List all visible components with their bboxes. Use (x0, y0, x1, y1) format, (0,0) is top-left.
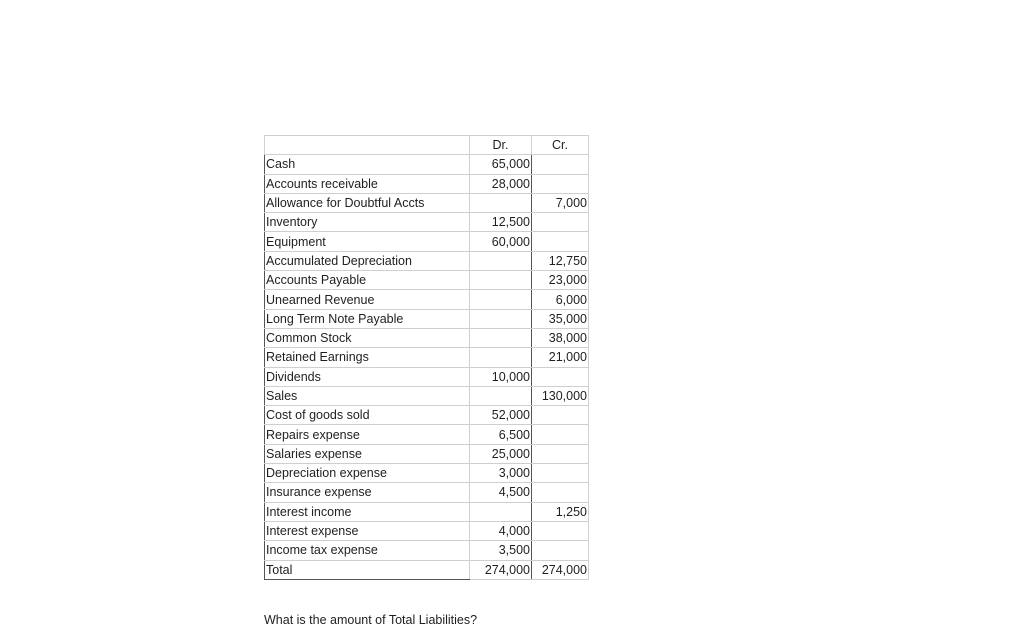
debit-cell (470, 328, 532, 347)
table-row (265, 290, 589, 309)
debit-cell: 65,000 (470, 155, 532, 174)
credit-cell: 274,000 (532, 560, 589, 579)
debit-cell (470, 309, 532, 328)
debit-cell (470, 251, 532, 270)
table-row (265, 386, 589, 405)
account-cell: Depreciation expense (265, 464, 470, 483)
debit-cell (470, 502, 532, 521)
total-row (265, 560, 589, 579)
credit-cell (532, 213, 589, 232)
account-cell: Accumulated Depreciation (265, 251, 470, 270)
credit-cell (532, 232, 589, 251)
debit-cell: 28,000 (470, 174, 532, 193)
credit-cell: 23,000 (532, 271, 589, 290)
account-cell: Repairs expense (265, 425, 470, 444)
table-row (265, 406, 589, 425)
table-row (265, 541, 589, 560)
account-cell: Sales (265, 386, 470, 405)
account-cell: Total (265, 560, 470, 579)
debit-cell (470, 386, 532, 405)
account-header (265, 136, 470, 155)
credit-cell (532, 425, 589, 444)
debit-cell: 6,500 (470, 425, 532, 444)
debit-cell: 10,000 (470, 367, 532, 386)
account-cell: Accounts Payable (265, 271, 470, 290)
account-cell: Salaries expense (265, 444, 470, 463)
table-row (265, 271, 589, 290)
credit-cell: 6,000 (532, 290, 589, 309)
account-cell: Insurance expense (265, 483, 470, 502)
account-cell: Interest income (265, 502, 470, 521)
debit-cell: 12,500 (470, 213, 532, 232)
debit-cell: 274,000 (470, 560, 532, 579)
table-row (265, 367, 589, 386)
account-cell: Equipment (265, 232, 470, 251)
table-row (265, 309, 589, 328)
table-row (265, 193, 589, 212)
table-row (265, 483, 589, 502)
credit-cell (532, 464, 589, 483)
credit-cell: 21,000 (532, 348, 589, 367)
debit-header: Dr. (470, 136, 532, 155)
debit-cell (470, 290, 532, 309)
credit-header: Cr. (532, 136, 589, 155)
table-row (265, 232, 589, 251)
account-cell: Allowance for Doubtful Accts (265, 193, 470, 212)
table-row (265, 444, 589, 463)
credit-cell (532, 367, 589, 386)
table-row (265, 328, 589, 347)
credit-cell (532, 174, 589, 193)
account-cell: Long Term Note Payable (265, 309, 470, 328)
debit-cell (470, 193, 532, 212)
credit-cell (532, 521, 589, 540)
credit-cell (532, 444, 589, 463)
table-row (265, 502, 589, 521)
debit-cell: 3,000 (470, 464, 532, 483)
credit-cell: 12,750 (532, 251, 589, 270)
header-row (265, 136, 589, 155)
debit-cell: 25,000 (470, 444, 532, 463)
account-cell: Accounts receivable (265, 174, 470, 193)
table-row (265, 213, 589, 232)
debit-cell: 52,000 (470, 406, 532, 425)
account-cell: Income tax expense (265, 541, 470, 560)
credit-cell (532, 483, 589, 502)
account-cell: Inventory (265, 213, 470, 232)
credit-cell (532, 541, 589, 560)
credit-cell: 35,000 (532, 309, 589, 328)
credit-cell (532, 406, 589, 425)
table-row (265, 464, 589, 483)
table-row (265, 521, 589, 540)
account-cell: Cost of goods sold (265, 406, 470, 425)
table-row (265, 251, 589, 270)
credit-cell: 7,000 (532, 193, 589, 212)
debit-cell: 4,000 (470, 521, 532, 540)
credit-cell: 38,000 (532, 328, 589, 347)
credit-cell: 130,000 (532, 386, 589, 405)
trial-balance-table (264, 135, 589, 580)
account-cell: Common Stock (265, 328, 470, 347)
account-cell: Cash (265, 155, 470, 174)
table-row (265, 174, 589, 193)
debit-cell (470, 348, 532, 367)
debit-cell: 4,500 (470, 483, 532, 502)
question-text: What is the amount of Total Liabilities? (264, 613, 478, 627)
account-cell: Retained Earnings (265, 348, 470, 367)
table-row (265, 348, 589, 367)
account-cell: Dividends (265, 367, 470, 386)
debit-cell: 3,500 (470, 541, 532, 560)
credit-cell: 1,250 (532, 502, 589, 521)
debit-cell: 60,000 (470, 232, 532, 251)
table-row (265, 155, 589, 174)
table-row (265, 425, 589, 444)
account-cell: Interest expense (265, 521, 470, 540)
debit-cell (470, 271, 532, 290)
account-cell: Unearned Revenue (265, 290, 470, 309)
credit-cell (532, 155, 589, 174)
